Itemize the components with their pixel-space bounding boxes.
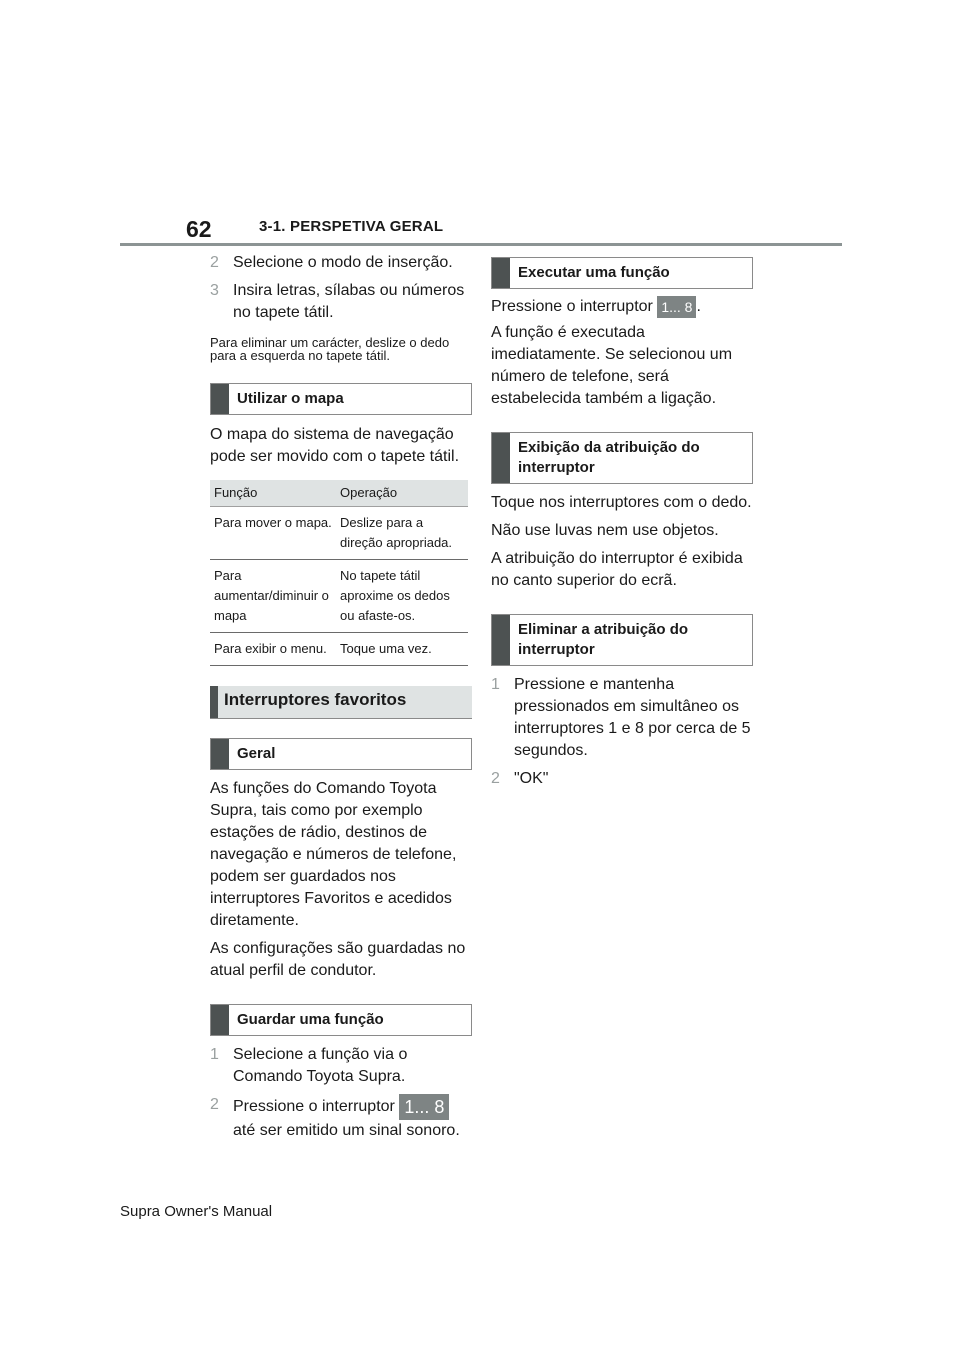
footer-manual-title: Supra Owner's Manual	[120, 1203, 273, 1220]
execute-paragraph-1	[491, 296, 753, 318]
page-number: 62	[186, 216, 212, 242]
paragraph-text: Pressione o interruptor	[491, 298, 653, 316]
use-map-heading: Utilizar o mapa	[210, 383, 472, 415]
delete-step-1	[491, 674, 753, 762]
table-row	[210, 560, 468, 633]
table-row	[210, 507, 468, 560]
paragraph-text: .	[696, 298, 701, 316]
step-number: 1	[491, 676, 500, 694]
right-column	[491, 252, 753, 790]
save-function-heading: Guardar uma função	[210, 1004, 472, 1036]
general-paragraph-2: As configurações são guardadas no atual perfil de condutor.	[210, 940, 466, 979]
step-number: 2	[210, 254, 219, 271]
table-cell: No tapete tátil aproxime os dedos ou afaste-os.	[336, 560, 468, 633]
step-text: até ser emitido um sinal sonoro.	[233, 1122, 460, 1139]
table-header-operation: Operação	[336, 480, 468, 507]
step-number: 2	[210, 1096, 219, 1113]
section-title: 3-1. PERSPETIVA GERAL	[259, 218, 444, 235]
map-functions-table	[210, 480, 468, 666]
display-paragraph-1: Toque nos interruptores com o dedo.	[491, 494, 752, 512]
table-header-function: Função	[210, 480, 336, 507]
display-paragraph-3: A atribuição do interruptor é exibida no canto superior do ecrã.	[491, 550, 743, 590]
table-cell: Toque uma vez.	[336, 633, 468, 666]
execute-function-heading: Executar uma função	[491, 257, 753, 289]
display-paragraph-2: Não use luvas nem use objetos.	[491, 522, 719, 540]
map-paragraph: O mapa do sistema de navegação pode ser movido com o tapete tátil.	[210, 426, 460, 465]
table-cell: Deslize para a direção apropriada.	[336, 507, 468, 560]
general-heading: Geral	[210, 738, 472, 770]
save-step-2	[210, 1094, 472, 1142]
step-text: Insira letras, sílabas ou números no tapete tátil.	[233, 282, 465, 321]
table-row	[210, 633, 468, 666]
favorite-key-icon: 1... 8	[399, 1094, 449, 1120]
step-number: 2	[491, 770, 500, 788]
step-text: Selecione a função via o Comando Toyota Supra.	[233, 1046, 408, 1085]
step-2-select-mode	[210, 252, 472, 274]
step-number: 1	[210, 1046, 219, 1063]
step-text: Pressione e mantenha pressionados em simultâneo os interruptores 1 e 8 por cerca de 5 segundos.	[514, 676, 751, 760]
header-divider	[120, 243, 842, 246]
table-cell: Para mover o mapa.	[210, 507, 336, 560]
favorite-switches-heading: Interruptores favoritos	[210, 686, 472, 719]
delete-character-note: Para eliminar um carácter, deslize o dedo para a esquerda no tapete tátil.	[210, 335, 450, 363]
favorite-key-icon: 1... 8	[657, 296, 696, 318]
left-column	[210, 252, 472, 1142]
delete-step-2	[491, 768, 753, 790]
display-assignment-heading: Exibição da atribuição do interruptor	[491, 432, 753, 484]
step-3-insert-letters	[210, 280, 472, 324]
step-text: Selecione o modo de inserção.	[233, 254, 453, 271]
execute-paragraph-2: A função é executada imediatamente. Se selecionou um número de telefone, será estabelecida também a ligação.	[491, 324, 733, 408]
step-text: "OK"	[514, 770, 549, 788]
save-step-1	[210, 1044, 472, 1088]
table-cell: Para aumentar/diminuir o mapa	[210, 560, 336, 633]
step-text: Pressione o interruptor	[233, 1098, 395, 1116]
table-header-row	[210, 480, 468, 507]
table-cell: Para exibir o menu.	[210, 633, 336, 666]
step-number: 3	[210, 282, 219, 299]
delete-assignment-heading: Eliminar a atribuição do interruptor	[491, 614, 753, 666]
general-paragraph-1: As funções do Comando Toyota Supra, tais como por exemplo estações de rádio, destinos de navegação e números de telefone, podem ser guardados nos interruptores Favoritos e acedidos diretamente.	[210, 780, 457, 929]
